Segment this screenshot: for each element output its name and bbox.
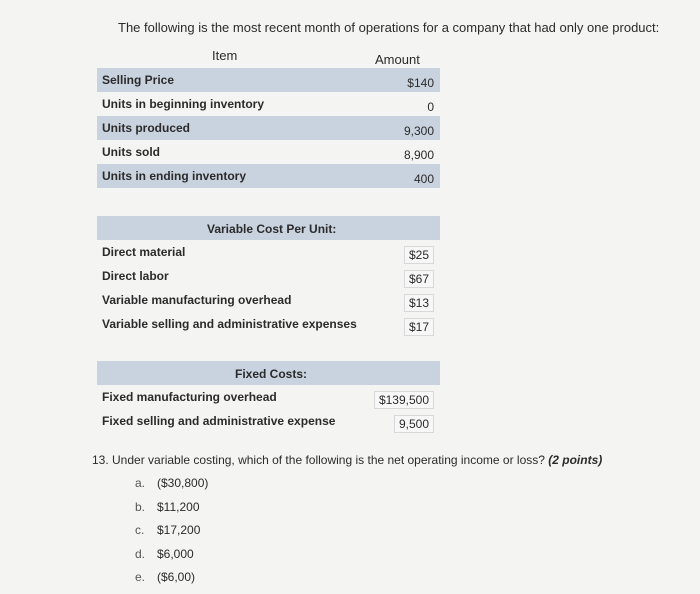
choice-text: ($6,00) [157,570,196,584]
choice-e[interactable] [135,570,208,594]
intro-text: The following is the most recent month of operations for a company that had only one product: [118,20,660,35]
choice-letter: c. [135,523,145,537]
table-row [97,164,440,188]
table-row [97,288,440,312]
choice-d[interactable] [135,547,208,571]
row-value: $140 [407,76,434,90]
row-value: 9,300 [403,124,434,138]
row-label: Direct material [102,245,186,259]
header-amount: Amount [375,52,420,67]
row-value: 8,900 [403,148,434,162]
table-row [97,240,440,264]
fixed-cost-table [97,361,440,433]
choice-letter: d. [135,546,146,561]
operations-table [97,68,440,188]
table-row [97,140,440,164]
variable-cost-header [97,216,440,240]
table-row [97,116,440,140]
choice-letter: e. [135,570,146,584]
table-row [97,385,440,409]
table-row [97,92,440,116]
question-text [92,453,602,467]
table-row [97,312,440,336]
row-label: Variable manufacturing overhead [102,293,292,307]
row-value: $139,500 [374,391,434,409]
row-label: Selling Price [102,73,175,87]
choice-text: $11,200 [157,499,200,514]
row-label: Units in beginning inventory [102,97,264,111]
table-row [97,68,440,92]
variable-cost-title: Variable Cost Per Unit: [207,222,337,236]
choice-b[interactable] [135,500,208,524]
row-value: $13 [404,294,434,312]
row-value: 400 [413,172,434,186]
row-value: 0 [427,100,434,114]
choice-text: $17,200 [157,523,201,537]
row-value: 9,500 [394,415,434,433]
row-label: Variable selling and administrative expenses [102,317,357,331]
table-row [97,264,440,288]
row-value: $17 [404,318,434,336]
table-row [97,409,440,433]
header-item: Item [212,48,238,63]
question-points: (2 points) [548,453,603,467]
row-label: Fixed manufacturing overhead [102,390,277,404]
choice-text: ($30,800) [157,476,209,490]
row-value: $67 [404,270,434,288]
row-label: Direct labor [102,269,169,283]
row-value: $25 [404,246,434,264]
answer-choices [135,476,208,594]
choice-text: $6,000 [157,546,194,561]
row-label: Fixed selling and administrative expense [102,414,336,428]
fixed-cost-header [97,361,440,385]
question-body: 13. Under variable costing, which of the following is the net operating income or loss? [92,453,545,467]
row-label: Units in ending inventory [102,169,247,183]
row-label: Units sold [102,145,161,159]
choice-letter: b. [135,499,146,514]
choice-a[interactable] [135,476,208,500]
choice-c[interactable] [135,523,208,547]
choice-letter: a. [135,476,146,490]
row-label: Units produced [102,121,191,135]
fixed-cost-title: Fixed Costs: [235,367,308,381]
variable-cost-table [97,216,440,336]
